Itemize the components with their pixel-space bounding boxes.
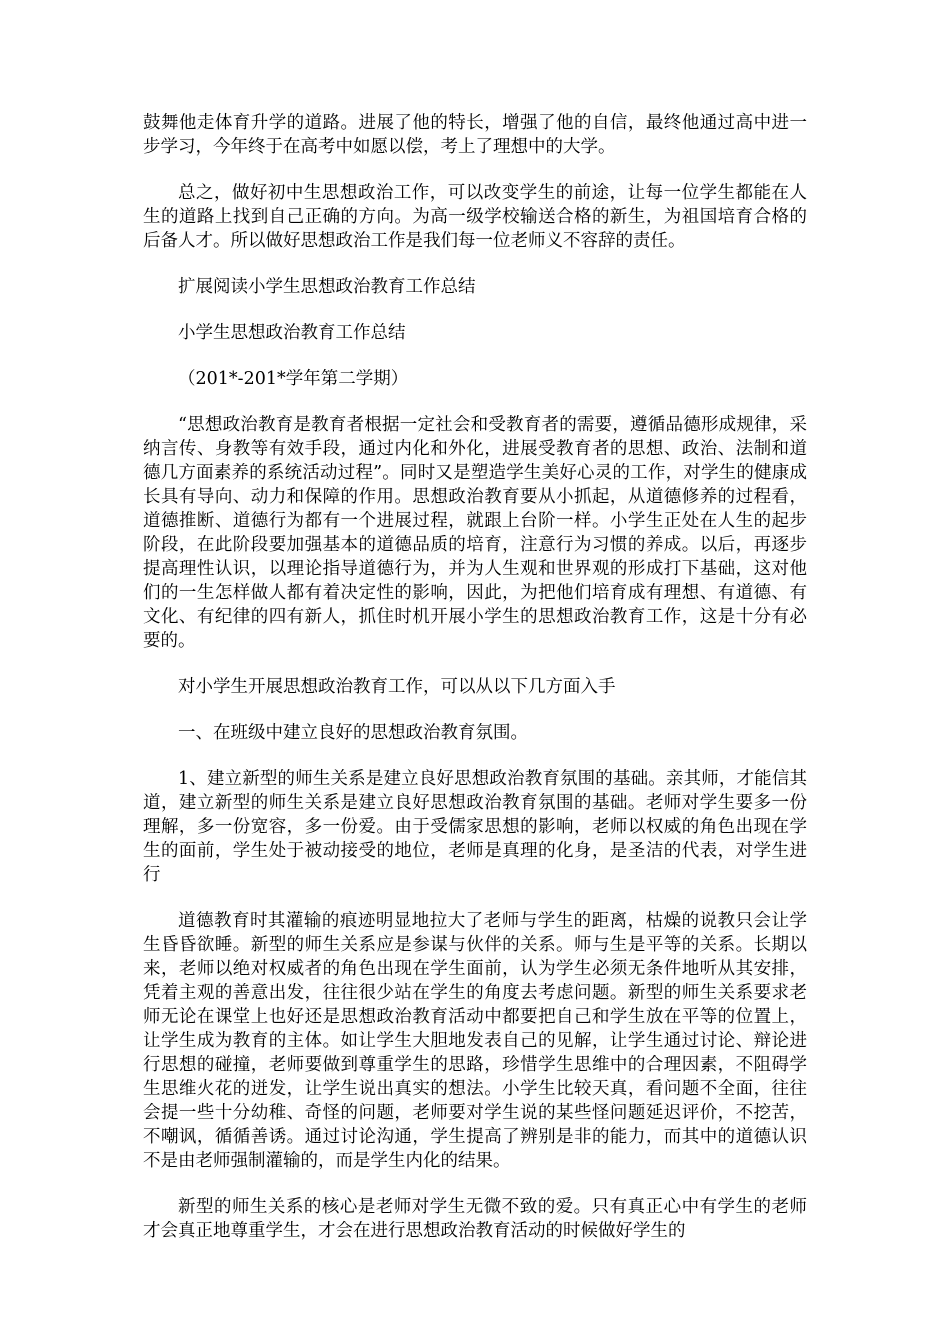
paragraph-section-title: 小学生思想政治教育工作总结 [178, 323, 406, 343]
paragraph-point-one: 1、建立新型的师生关系是建立良好思想政治教育氛围的基础。亲其师，才能信其道，建立新型的师生关系是建立良好思想政治教育氛围的基础。老师对学生要多一份理解，多一份宽容，多一份爱。由于受儒家思想的影响，老师以权威的角色出现在学生的面前，学生处于被动接受的地位，老师是真理的化身，是圣洁的代表，对学生进行 [143, 769, 807, 885]
paragraph-conclusion: 总之，做好初中生思想政治工作，可以改变学生的前途，让每一位学生都能在人生的道路上找到自己正确的方向。为高一级学校输送合格的新生，为祖国培育合格的后备人才。所以做好思想政治工作是我们每一位老师义不容辞的责任。 [143, 183, 807, 251]
paragraph-intro-approaches: 对小学生开展思想政治教育工作，可以从以下几方面入手 [178, 677, 616, 697]
paragraph-extended-reading-heading: 扩展阅读小学生思想政治教育工作总结 [178, 277, 476, 297]
paragraph-definition: “思想政治教育是教育者根据一定社会和受教育者的需要，遵循品德形成规律，采纳言传、身教等有效手段，通过内化和外化，进展受教育者的思想、政治、法制和道德几方面素养的系统活动过程”。同时又是塑造学生美好心灵的工作，对学生的健康成长具有导向、动力和保障的作用。思想政治教育要从小抓起，从道德修养的过程看，道德推断、道德行为都有一个进展过程，就跟上台阶一样。小学生正处在人生的起步阶段，在此阶段要加强基本的道德品质的培育，注意行为习惯的养成。以后，再逐步提高理性认识，以理论指导道德行为，并为人生观和世界观的形成打下基础，这对他们的一生怎样做人都有着决定性的影响，因此，为把他们培育成有理想、有道德、有文化、有纪律的四有新人，抓住时机开展小学生的思想政治教育工作，这是十分有必要的。 [143, 415, 807, 651]
paragraph-term: （201*-201*学年第二学期） [178, 369, 409, 389]
document-page [143, 111, 807, 1265]
paragraph-heading-one: 一、在班级中建立良好的思想政治教育氛围。 [178, 723, 528, 743]
paragraph-continuation: 鼓舞他走体育升学的道路。进展了他的特长，增强了他的自信，最终他通过高中进一步学习，今年终于在高考中如愿以偿，考上了理想中的大学。 [143, 113, 807, 157]
paragraph-moral-education: 道德教育时其灌输的痕迹明显地拉大了老师与学生的距离，枯燥的说教只会让学生昏昏欲睡。新型的师生关系应是参谋与伙伴的关系。师与生是平等的关系。长期以来，老师以绝对权威者的角色出现在学生面前，认为学生必须无条件地听从其安排，凭着主观的善意出发，往往很少站在学生的角度去考虑问题。新型的师生关系要求老师无论在课堂上也好还是思想政治教育活动中都要把自己和学生放在平等的位置上，让学生成为教育的主体。如让学生大胆地发表自己的见解，让学生通过讨论、辩论进行思想的碰撞，老师要做到尊重学生的思路，珍惜学生思维中的合理因素，不阻碍学生思维火花的迸发，让学生说出真实的想法。小学生比较天真，看问题不全面，往往会提一些十分幼稚、奇怪的问题，老师要对学生说的某些怪问题延迟评价，不挖苦，不嘲讽，循循善诱。通过讨论沟通，学生提高了辨别是非的能力，而其中的道德认识不是由老师强制灌输的，而是学生内化的结果。 [143, 911, 807, 1171]
paragraph-core-relationship: 新型的师生关系的核心是老师对学生无微不致的爱。只有真正心中有学生的老师才会真正地尊重学生，才会在进行思想政治教育活动的时候做好学生的 [143, 1197, 807, 1241]
